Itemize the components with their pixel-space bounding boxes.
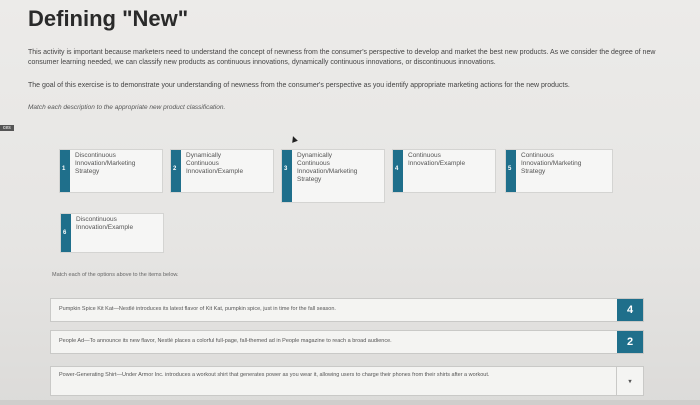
bottom-divider: [0, 400, 700, 405]
option-label: Dynamically Continuous Innovation/Example: [186, 152, 244, 175]
option-label: Dynamically Continuous Innovation/Marketing Strategy: [297, 152, 358, 183]
instruction-text: Match each description to the appropriate new product classification.: [28, 104, 226, 111]
option-card-1[interactable]: [60, 150, 162, 192]
option-number: 5: [508, 166, 512, 172]
option-card-4[interactable]: [393, 150, 495, 192]
statement-text: Pumpkin Spice Kit Kat—Nestlé introduces its latest flavor of Kit Kat, pumpkin spice, just in time for the fall season.: [59, 306, 336, 312]
statement-text: People Ad—To announce its new flavor, Nestlé places a colorful full-page, fall-themed ad in People magazine to reach a broad audience.: [59, 338, 392, 344]
option-card-3[interactable]: [282, 150, 384, 202]
option-card-5[interactable]: [506, 150, 612, 192]
option-number: 2: [173, 166, 177, 172]
statement-row-3[interactable]: [50, 366, 644, 396]
option-label: Discontinuous Innovation/Example: [76, 216, 134, 231]
corner-label: ces: [0, 125, 14, 131]
answer-dropdown[interactable]: 4: [617, 299, 643, 321]
option-label: Continuous Innovation/Example: [408, 152, 466, 167]
option-card-2[interactable]: [171, 150, 273, 192]
answer-dropdown[interactable]: ▾: [616, 367, 643, 395]
option-card-6[interactable]: [61, 214, 163, 252]
answer-dropdown[interactable]: 2: [617, 331, 643, 353]
statement-text: Power-Generating Shirt—Under Armor Inc. introduces a workout shirt that generates power as you wear it, allowing users to charge their phones from their shirts after a workout.: [59, 372, 490, 378]
statement-row-1[interactable]: [50, 298, 644, 322]
goal-paragraph: The goal of this exercise is to demonstrate your understanding of newness from the consumer's perspective as you identify appropriate marketing actions for the new products.: [28, 82, 570, 89]
option-number: 1: [62, 166, 66, 172]
sub-instruction: Match each of the options above to the items below.: [52, 272, 179, 278]
option-label: Discontinuous Innovation/Marketing Strategy: [75, 152, 136, 175]
option-number: 3: [284, 166, 288, 172]
option-number: 4: [395, 166, 399, 172]
mouse-cursor-icon: [290, 135, 298, 143]
page-title: Defining "New": [28, 6, 189, 31]
option-number: 6: [63, 230, 67, 236]
statement-row-2[interactable]: [50, 330, 644, 354]
intro-paragraph: This activity is important because marketers need to understand the concept of newness from the consumer's perspective to develop and market the best new products. As we consider the degree of new consumer learning needed, we can classify new products as continuous innovations, dynamically continuous innovations, or discontinuous innovations.: [28, 49, 656, 66]
option-label: Continuous Innovation/Marketing Strategy: [521, 152, 582, 175]
